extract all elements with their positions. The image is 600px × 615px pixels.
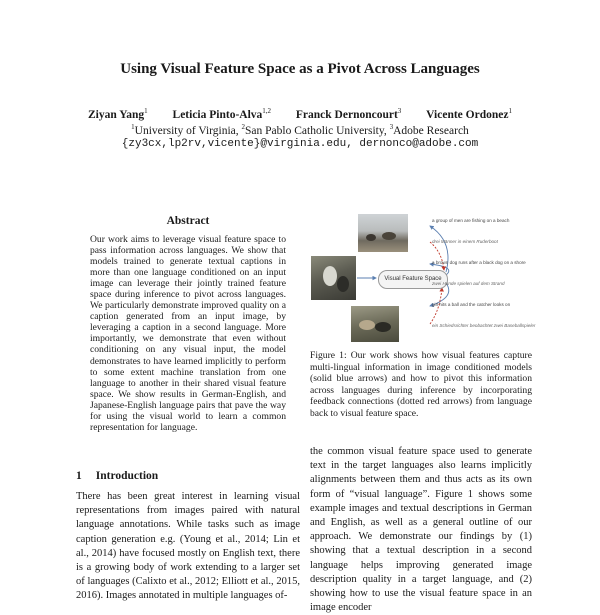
affiliation-name: San Pablo Catholic University, <box>245 124 390 137</box>
author-affiliation-mark: 1 <box>508 107 512 115</box>
author-affiliation-mark: 1 <box>144 107 148 115</box>
affiliation-mark: 3 <box>389 123 394 131</box>
author <box>296 109 401 121</box>
author-name: Ziyan Yang <box>88 108 145 121</box>
figure-1-caption: Figure 1: Our work shows how visual features capture multi-lingual information in image conditioned models (solid blue arrows) and how to pivot this information across languages during inference by incorporating feedback connections (dotted red arrows) from language back to visual feature space. <box>310 350 532 419</box>
affiliation-name: Adobe Research <box>393 124 469 137</box>
introduction-text-left: There has been great interest in learning visual representations from images paired with natural language annotations. While tasks such as image caption generation e.g. (Young et al., 2014; Lin et al., 2014) have focused mostly on English text, there is a growing body of work extending to a larger set of languages (Calixto et al., 2012; Elliott et al., 2015, 2016). Images annotated in multiple languages of- <box>76 491 300 602</box>
solid-blue-arrows <box>357 226 449 306</box>
author-emails: {zy3cx,lp2rv,vicente}@virginia.edu, dernonco@adobe.com <box>121 138 479 150</box>
paper-title: Using Visual Feature Space as a Pivot Across Languages <box>120 61 480 77</box>
section-number: 1 <box>76 470 82 482</box>
visual-feature-space-node: Visual Feature Space <box>378 270 448 289</box>
affiliation-name: University of Virginia, <box>134 124 242 137</box>
author-name: Leticia Pinto-Alva <box>172 108 263 121</box>
abstract-heading: Abstract <box>166 215 210 227</box>
author-affiliation-mark: 3 <box>397 107 402 115</box>
figure-caption-de: ein Schiedsrichter beobachtet zwei Baseballspieler <box>432 323 536 328</box>
figure-caption-en: a brown dog runs after a black dog on a shore <box>432 260 526 265</box>
author <box>173 109 272 121</box>
section-title: Introduction <box>95 470 159 482</box>
author <box>88 109 148 121</box>
figure-caption-de: zwei Hunde spielen auf dem Strand <box>432 281 505 286</box>
author-name: Vicente Ordonez <box>426 108 509 121</box>
author-list <box>0 107 600 121</box>
affiliation-mark: 1 <box>131 123 135 131</box>
figure-1 <box>304 212 540 344</box>
figure-caption-en: a group of men are fishing on a beach <box>432 218 510 223</box>
abstract-text: Our work aims to leverage visual feature space to pass information across languages. We show that models trained to generate textual captions in more than one language conditioned on an input image can leverage their jointly trained feature space during inference to pivot across languages. We particularly demonstrate improved quality on a caption generated from an input image, by leveraging a caption in a second language. More importantly, we demonstrate that even without conditioning on any visual input, the model demonstrates to have learned implicitly to perform to some extent machine translation from one language to another in their shared visual feature space. We show results in German-English, and Japanese-English language pairs that pave the way for using the visual world to learn a common representation for language. <box>90 234 286 433</box>
figure-caption-de: drei Männer in einem Ruderboot <box>432 239 498 244</box>
affiliation-mark: 2 <box>241 123 246 131</box>
author-affiliation-mark: 1,2 <box>262 107 272 115</box>
introduction-text-right: the common visual feature space used to generate text in the target languages also learns implicitly alignments between them and thus acts as its own form of “visual language”. Figure 1 shows some example images and textual descriptions in German and English, as well as a general outline of our approach. We demonstrate our findings by (1) showing that a textual description in a second language helps improving generated image description quality in a target language, and (2) showing how to use the visual feature space in an image encoder <box>310 446 532 614</box>
affiliation-line <box>0 123 600 137</box>
section-heading <box>76 470 306 482</box>
author <box>426 109 512 121</box>
author-name: Franck Dernoncourt <box>295 108 398 121</box>
figure-caption-en: girl hits a ball and the catcher looks on <box>432 302 511 307</box>
